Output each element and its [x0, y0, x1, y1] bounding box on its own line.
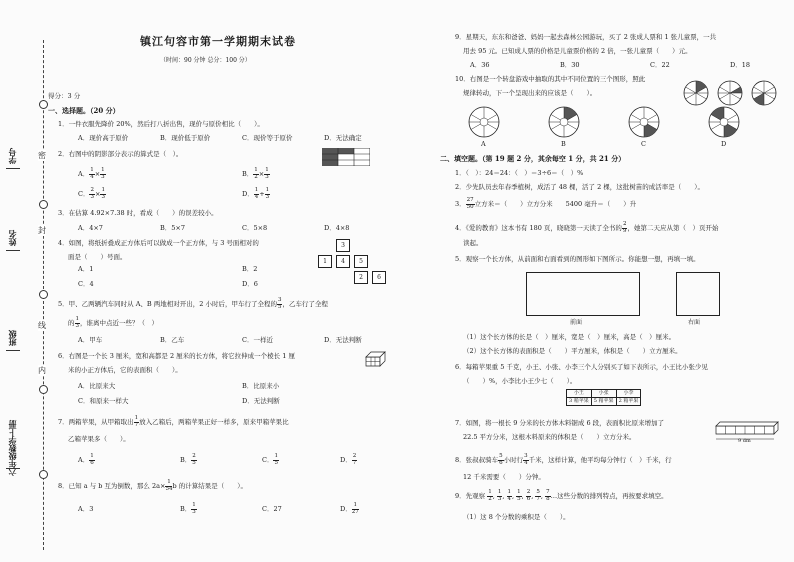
fill-question: 2．少先队员去年春季植树，成活了 48 棵，活了 2 棵，这批树苗的成活率是（ ）。 — [455, 183, 705, 191]
question-stem: 2．右图中的阴影部分表示的算式是（ ）。 — [58, 150, 183, 158]
binding-hole — [39, 100, 48, 109]
name-line — [6, 250, 20, 251]
section-title: 一、选择题。（20 分） — [48, 106, 120, 115]
table-cell: 2 箱苹果 — [616, 398, 641, 406]
option: A．比原来大 — [78, 382, 116, 390]
cut-mark: 内 — [38, 366, 46, 375]
option: B． $\frac{2}{5}$ — [180, 453, 196, 466]
cut-mark: 密 — [38, 151, 46, 160]
table-header: 小王 — [567, 390, 592, 398]
purchase-table — [566, 389, 641, 406]
fill-question: 4．《爱的教育》这本书有 180 页，晓晓第一天读了全书的 $\frac{2}{9}$ ，她第二天应从第（ ）页开始 — [455, 221, 719, 234]
log-length-label: 9 dm — [738, 438, 751, 444]
option: C．现价等于原价 — [242, 134, 293, 142]
question-stem-cont: 规律转动，下一个呈现出来的应该是（ ）。 — [463, 89, 597, 97]
score-label: 得分：3 分 — [48, 92, 81, 100]
fill-question: 7．如图，将一根长 9 分米的长方体木料锯成 6 段，表面积比原来增加了 — [455, 419, 665, 427]
fill-question: 3． $\frac{27}{50}$ 立方米＝（ ）立方分米 5400 毫升＝（ ）升 — [455, 197, 637, 210]
name-label: 姓名 — [7, 230, 17, 246]
fill-question: 5．观察一个长方体，从前面和右面看到的图形如下图所示。你能想一想，再填一填。 — [455, 255, 700, 263]
id-label: 学号 — [7, 148, 17, 164]
class-label: 班级 — [7, 330, 17, 346]
wheel-option: D — [721, 140, 727, 148]
option-a: A． $\frac{1}{4}$ × $\frac{1}{3}$ — [78, 167, 105, 180]
binding-strip — [0, 0, 62, 562]
question-stem: 5．甲、乙两辆汽车同时从 A、B 两地相对开出，2 小时后，甲车行了全程的 $\frac{3}{5}$ ，乙车行了全程 — [58, 297, 328, 310]
net-face: 4 — [336, 255, 350, 268]
question-stem-cont: 面是（ ）号面。 — [68, 253, 127, 261]
question-stem-cont: 用去 95 元。已知成人票的价格是儿童票价格的 2 倍，一张儿童票（ ）元。 — [463, 47, 692, 55]
fill-question-cont: （ ）%，小李比小王少七（ ）。 — [463, 377, 577, 385]
net-face: 3 — [336, 239, 350, 252]
option: A．36 — [470, 61, 490, 69]
net-face: 6 — [372, 271, 386, 284]
binding-hole — [39, 200, 48, 209]
option: C．一样近 — [242, 336, 273, 344]
option: D．无法判断 — [242, 397, 280, 405]
option: B．乙车 — [160, 336, 185, 344]
grade-line — [6, 468, 20, 469]
option: C．4 — [78, 280, 94, 288]
option: D．无法判断 — [324, 336, 362, 344]
option: C．5×8 — [242, 224, 268, 232]
cut-mark: 线 — [38, 321, 46, 330]
option: C．和原来一样大 — [78, 397, 129, 405]
option: D．无法确定 — [324, 134, 362, 142]
option: D． $\frac{1}{27}$ — [340, 502, 359, 515]
option: D．6 — [242, 280, 258, 288]
net-face: 1 — [318, 255, 332, 268]
fill-question: 6．每箱苹果重 5 千克，小王、小张、小李三个人分别买了如下表所示，小王比小张少见 — [455, 363, 708, 371]
binding-hole — [39, 470, 48, 479]
fill-question: 9．先观察 $\frac{1}{2}$ , $\frac{1}{3}$ , $\frac{1}{4}$ , $\frac{1}{5}$ , $\frac{2}{6}$ , $\frac{5}{7}$ , $\frac{7}{8}$ …这些分数的排列特点，再按要求填空。 — [455, 489, 668, 502]
binding-hole — [39, 290, 48, 299]
grade-label: 六年级数学上册 — [7, 420, 17, 476]
wheel-option: B — [561, 140, 566, 148]
option-c: C． $\frac{2}{3}$ × $\frac{1}{3}$ — [78, 187, 105, 200]
section-title: 二、填空题。（第 19 题 2 分，其余每空 1 分，共 21 分） — [440, 154, 626, 163]
net-face: 5 — [354, 255, 368, 268]
question-stem: 3．在估算 4.92×7.38 时，看成（ ）的误差较小。 — [58, 209, 218, 217]
option: D．4×8 — [324, 224, 350, 232]
option-b: B． $\frac{1}{2}$ × $\frac{1}{3}$ — [242, 167, 269, 180]
fill-question-cont: 读起。 — [463, 239, 483, 247]
option: B． $\frac{1}{3}$ — [180, 502, 196, 515]
table-cell: 3 箱苹果 — [567, 398, 592, 406]
wheel-option: C — [641, 140, 646, 148]
exam-title: 镇江句容市第一学期期末试卷 — [140, 35, 296, 48]
option: A． $\frac{1}{6}$ — [78, 453, 94, 466]
fill-question: （1）这个长方体的长是（ ）厘米，宽是（ ）厘米，高是（ ）厘米。 — [463, 333, 676, 341]
id-line — [6, 168, 20, 169]
question-stem: 9．星期天，东东和爸爸、妈妈一起去森林公园游玩，买了 2 张成人票和 1 张儿童票，一共 — [455, 33, 717, 41]
cut-mark: 封 — [38, 226, 46, 235]
front-view-label: 前面 — [570, 319, 583, 326]
option: B．比原来小 — [242, 382, 280, 390]
option: B．30 — [560, 61, 580, 69]
table-header: 小李 — [616, 390, 641, 398]
option: A．甲车 — [78, 336, 103, 344]
right-view-label: 右面 — [688, 319, 701, 326]
option: C．22 — [650, 61, 670, 69]
table-cell: 5 箱苹果 — [591, 398, 616, 406]
option: C． $\frac{1}{5}$ — [262, 453, 278, 466]
option: A．1 — [78, 265, 94, 273]
option: D． $\frac{2}{7}$ — [340, 453, 357, 466]
fill-question: （2）这个长方体的表面积是（ ）平方厘米，体积是（ ）立方厘米。 — [463, 347, 682, 355]
question-stem: 7．两箱苹果，从甲箱取出 $\frac{1}{7}$ 放入乙箱后，两箱苹果正好一样多，原来甲箱苹果比 — [58, 415, 289, 428]
option: B．2 — [242, 265, 258, 273]
shaded-grid-figure — [322, 148, 370, 166]
option: D．18 — [730, 61, 750, 69]
question-stem: 8．已知 a 与 b 互为倒数，那么 2a× $\frac{1}{54}$ b 的计算结果是（ ）。 — [58, 479, 247, 492]
cuboid-figure — [364, 351, 386, 367]
net-face: 2 — [354, 271, 368, 284]
option: C．27 — [262, 505, 282, 513]
option-d: D． $\frac{1}{4}$ + $\frac{1}{3}$ — [242, 187, 270, 200]
table-header: 小张 — [591, 390, 616, 398]
question-stem: 1．一件衣服先降价 20%，然后打八折出售，现价与原价相比（ ）。 — [58, 120, 264, 128]
question-stem: 10．右图是一个转盘游戏中抽取的其中不同位置的三个图形，照此 — [455, 75, 646, 83]
option: A．4×7 — [78, 224, 103, 232]
answer-wheels — [462, 104, 762, 150]
option: A．现价高于原价 — [78, 134, 129, 142]
question-stem-cont: 的 $\frac{1}{3}$ ，谁离中点近一些？（ ） — [68, 316, 158, 329]
front-view-rect — [526, 272, 640, 316]
option: B．现价低于原价 — [160, 134, 211, 142]
fill-question: 1．（ ）：24＝24：（ ）＝3÷6＝（ ）% — [455, 169, 584, 177]
fill-question-cont: （1）这 8 个分数的乘积是（ ）。 — [463, 513, 570, 521]
class-line — [6, 350, 20, 351]
question-stem: 6．右图是一个长 3 厘米，宽和高都是 2 厘米的长方体，将它拉伸成一个棱长 1 厘 — [58, 352, 295, 360]
right-view-square — [676, 272, 720, 316]
exam-meta: （时间：90 分钟 总分：100 分） — [160, 57, 251, 64]
question-stem-cont: 米的小正方体后，它的表面积（ ）。 — [68, 366, 182, 374]
binding-hole — [39, 385, 48, 394]
option: A．3 — [78, 505, 94, 513]
fill-question: 8．张叔叔骑车 $\frac{5}{6}$ 小时行 $\frac{3}{4}$ 千米，这样计算，他平均每分钟行（ ）千米，行 — [455, 453, 672, 466]
question-stem-cont: 乙箱苹果多（ ）。 — [68, 435, 130, 443]
question-stem: 4．如图，将纸折叠成正方体后可以做成一个正方体，与 3 号面相对的 — [58, 239, 259, 247]
fill-question-cont: 12 千米需要（ ）分钟。 — [463, 473, 545, 481]
fill-question-cont: 22.5 平方分米，这根木料原来的体积是（ ）立方分米。 — [463, 433, 636, 441]
wheel-option: A — [481, 140, 486, 148]
option: B．5×7 — [160, 224, 185, 232]
